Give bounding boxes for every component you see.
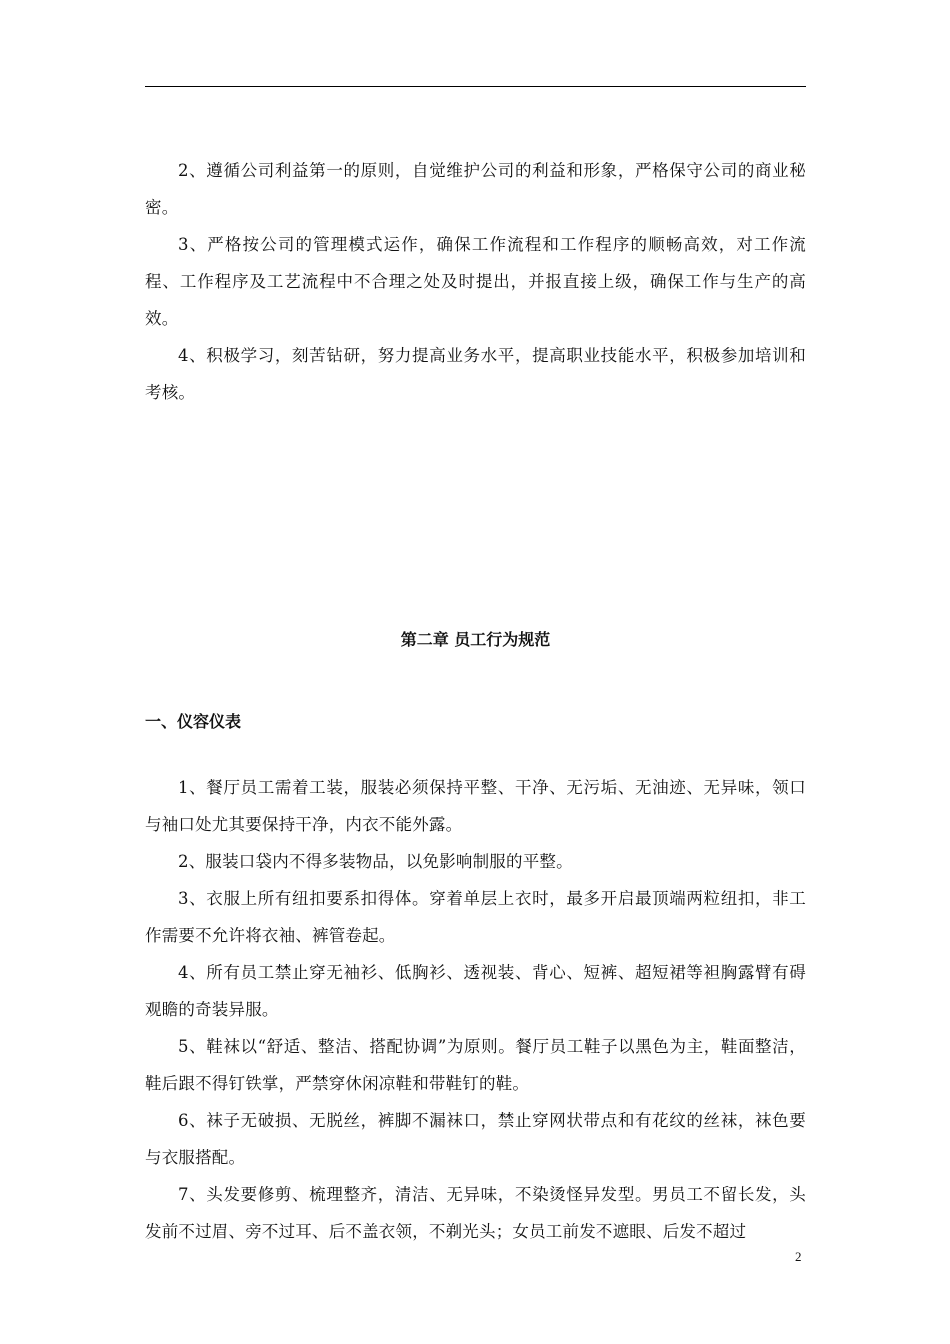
paragraph-appearance-3: 3、衣服上所有纽扣要系扣得体。穿着单层上衣时，最多开启最顶端两粒纽扣，非工作需要不允许将衣袖、裤管卷起。 — [145, 889, 806, 945]
paragraph-rule-3: 3、严格按公司的管理模式运作，确保工作流程和工作程序的顺畅高效，对工作流程、工作程序及工艺流程中不合理之处及时提出，并报直接上级，确保工作与生产的高效。 — [145, 235, 806, 328]
paragraph-rule-2: 2、遵循公司利益第一的原则，自觉维护公司的利益和形象，严格保守公司的商业秘密。 — [145, 161, 806, 217]
spacer — [145, 411, 806, 627]
section-title: 一、仪容仪表 — [145, 712, 242, 731]
paragraph-appearance-6: 6、袜子无破损、无脱丝，裤脚不漏袜口，禁止穿网状带点和有花纹的丝袜，袜色要与衣服搭配。 — [145, 1111, 806, 1167]
header-rule — [145, 86, 806, 87]
page-number: 2 — [795, 1249, 802, 1264]
document-body — [145, 152, 806, 1250]
spacer — [145, 653, 806, 709]
paragraph-appearance-4: 4、所有员工禁止穿无袖衫、低胸衫、透视装、背心、短裤、超短裙等袒胸露臂有碍观瞻的奇装异服。 — [145, 963, 806, 1019]
paragraph-appearance-2: 2、服装口袋内不得多装物品，以免影响制服的平整。 — [178, 852, 573, 871]
paragraph-appearance-5: 5、鞋袜以“舒适、整洁、搭配协调”为原则。餐厅员工鞋子以黑色为主，鞋面整洁，鞋后跟不得钉铁掌，严禁穿休闲凉鞋和带鞋钉的鞋。 — [145, 1037, 806, 1093]
spacer — [145, 735, 806, 769]
paragraph-rule-4: 4、积极学习，刻苦钻研，努力提高业务水平，提高职业技能水平，积极参加培训和考核。 — [145, 346, 806, 402]
paragraph-appearance-7: 7、头发要修剪、梳理整齐，清洁、无异味，不染烫怪异发型。男员工不留长发，头发前不过眉、旁不过耳、后不盖衣领，不剃光头；女员工前发不遮眼、后发不超过 — [145, 1185, 806, 1241]
paragraph-appearance-1: 1、餐厅员工需着工装，服装必须保持平整、干净、无污垢、无油迹、无异味，领口与袖口处尤其要保持干净，内衣不能外露。 — [145, 778, 806, 834]
chapter-title: 第二章 员工行为规范 — [400, 630, 551, 649]
